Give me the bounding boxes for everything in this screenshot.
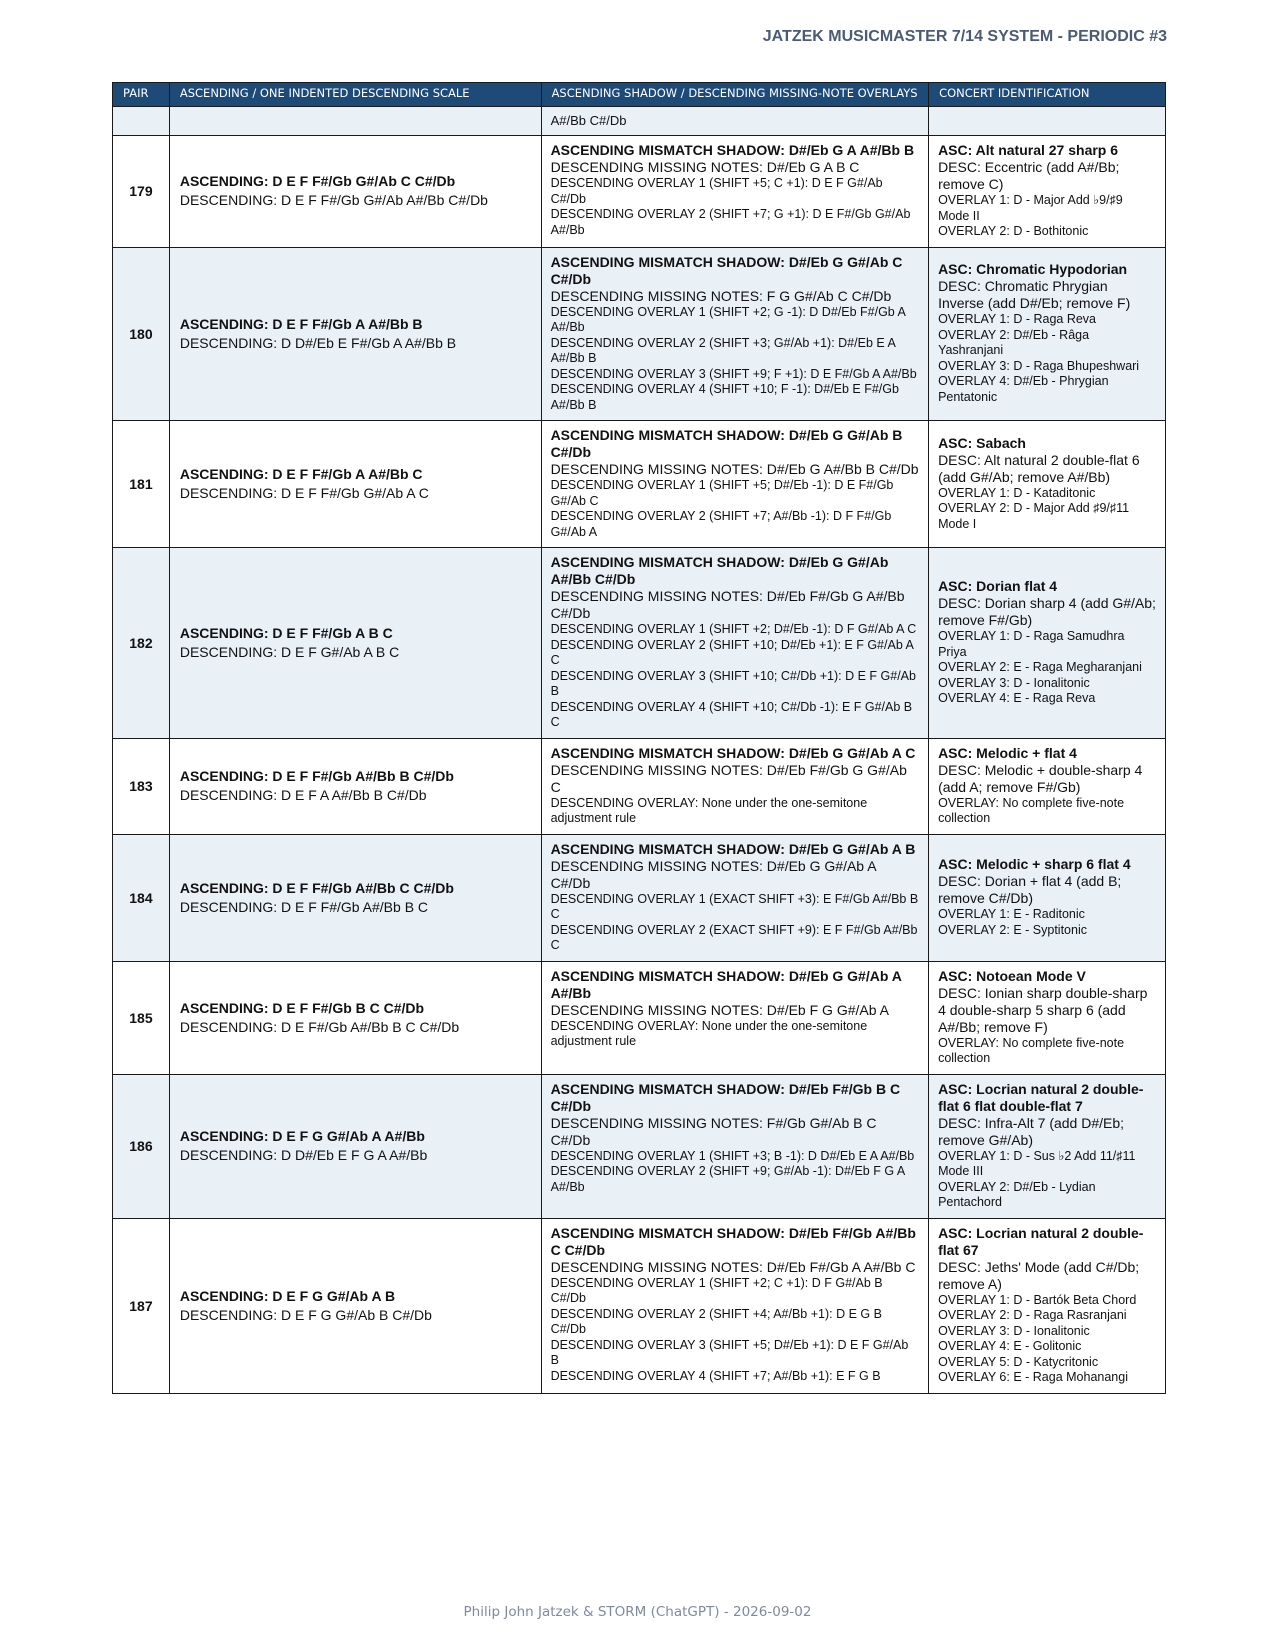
- descending-identification: DESC: Chromatic Phrygian Inverse (add D#/Eb; remove F): [938, 278, 1131, 312]
- ascending-identification: ASC: Chromatic Hypodorian: [938, 261, 1128, 278]
- scale-cell: [169, 136, 541, 248]
- ascending-identification: ASC: Melodic + flat 4: [938, 744, 1077, 761]
- overlay-identification: OVERLAY 1: D - Sus ♭2 Add 11/♯11 Mode III: [938, 1148, 1136, 1178]
- overlay-identification: OVERLAY 2: E - Syptitonic: [938, 922, 1087, 937]
- overlay-identification: OVERLAY 1: D - Raga Reva: [938, 312, 1097, 327]
- descending-identification: DESC: Alt natural 2 double-flat 6 (add G#/Ab; remove A#/Bb): [938, 451, 1140, 485]
- descending-identification: DESC: Infra-Alt 7 (add D#/Eb; remove G#/Ab): [938, 1114, 1125, 1148]
- ascending-scale: ASCENDING: D E F F#/Gb A A#/Bb C: [179, 466, 423, 482]
- pair-number: 181: [113, 421, 170, 548]
- scale-cell: [169, 1074, 541, 1218]
- continuation-concert-cell: [929, 107, 1166, 136]
- ascending-scale: ASCENDING: D E F G G#/Ab A A#/Bb: [179, 1128, 425, 1144]
- scale-cell: [169, 834, 541, 961]
- missing-notes: DESCENDING MISSING NOTES: D#/Eb G A#/Bb B C#/Db: [550, 461, 919, 477]
- descending-overlay: DESCENDING OVERLAY 3 (SHIFT +9; F +1): D E F#/Gb A A#/Bb: [550, 366, 917, 381]
- descending-identification: DESC: Ionian sharp double-sharp 4 double-sharp 5 sharp 6 (add A#/Bb; remove F): [938, 984, 1148, 1035]
- scale-cell: [169, 548, 541, 739]
- concert-cell: [929, 548, 1166, 739]
- overlay-identification: OVERLAY 1: E - Raditonic: [938, 907, 1085, 921]
- descending-overlay: DESCENDING OVERLAY 2 (EXACT SHIFT +9): E F F#/Gb A#/Bb C: [550, 922, 918, 952]
- scale-cell: [169, 247, 541, 421]
- descending-overlay: DESCENDING OVERLAY 2 (SHIFT +10; D#/Eb +1): E F G#/Ab A C: [550, 637, 914, 667]
- descending-scale: DESCENDING: D E F F#/Gb G#/Ab A#/Bb C#/Db: [179, 192, 488, 209]
- shadow-cell: [541, 247, 929, 421]
- overlay-identification: OVERLAY 4: D#/Eb - Phrygian Pentatonic: [938, 374, 1109, 404]
- descending-overlay: DESCENDING OVERLAY 1 (EXACT SHIFT +3): E F#/Gb A#/Bb B C: [550, 891, 919, 921]
- shadow-cell: [541, 421, 929, 548]
- column-header-pair: PAIR: [113, 83, 170, 107]
- pair-number: 187: [113, 1218, 170, 1393]
- overlay-identification: OVERLAY 2: E - Raga Megharanjani: [938, 660, 1142, 674]
- descending-identification: DESC: Eccentric (add A#/Bb; remove C): [938, 159, 1120, 192]
- continuation-pair-cell: [113, 107, 170, 136]
- shadow-cell: [541, 1074, 929, 1218]
- page-title: JATZEK MUSICMASTER 7/14 SYSTEM - PERIODIC #3: [762, 28, 1167, 45]
- table-row: [113, 1074, 1166, 1218]
- scale-cell: [169, 1218, 541, 1393]
- shadow-cell: [541, 961, 929, 1074]
- concert-cell: [929, 834, 1166, 961]
- missing-notes: DESCENDING MISSING NOTES: D#/Eb G G#/Ab A C#/Db: [550, 857, 876, 891]
- shadow-cell: [541, 136, 929, 248]
- table-row: [113, 1218, 1166, 1393]
- ascending-scale: ASCENDING: D E F F#/Gb A#/Bb B C#/Db: [179, 768, 454, 784]
- pair-number: 183: [113, 738, 170, 834]
- concert-cell: [929, 247, 1166, 421]
- overlay-identification: OVERLAY 1: D - Kataditonic: [938, 485, 1096, 500]
- concert-cell: [929, 738, 1166, 834]
- descending-overlay: DESCENDING OVERLAY 1 (SHIFT +5; D#/Eb -1): D E F#/Gb G#/Ab C: [550, 478, 894, 508]
- missing-notes: DESCENDING MISSING NOTES: D#/Eb F#/Gb G G#/Ab C: [550, 761, 907, 795]
- ascending-identification: ASC: Melodic + sharp 6 flat 4: [938, 856, 1131, 872]
- overlay-identification: OVERLAY 1: D - Major Add ♭9/♯9 Mode II: [938, 193, 1123, 223]
- scale-cell: [169, 961, 541, 1074]
- overlay-identification: OVERLAY 1: D - Raga Samudhra Priya: [938, 629, 1125, 659]
- mismatch-shadow: ASCENDING MISMATCH SHADOW: D#/Eb G G#/Ab C C#/Db: [550, 253, 903, 287]
- scale-cell: [169, 421, 541, 548]
- table-row: [113, 421, 1166, 548]
- periodic-table: [112, 82, 1166, 1394]
- descending-overlay: DESCENDING OVERLAY 2 (SHIFT +7; G +1): D E F#/Gb G#/Ab A#/Bb: [550, 207, 911, 237]
- ascending-scale: ASCENDING: D E F F#/Gb A A#/Bb B: [179, 315, 423, 332]
- overlay-identification: OVERLAY 2: D#/Eb - Lydian Pentachord: [938, 1179, 1096, 1209]
- missing-notes: DESCENDING MISSING NOTES: D#/Eb G A B C: [550, 159, 860, 175]
- missing-notes: DESCENDING MISSING NOTES: F#/Gb G#/Ab B C C#/Db: [550, 1114, 877, 1148]
- page-footer: Philip John Jatzek & STORM (ChatGPT) - 2026-09-02: [463, 1604, 812, 1620]
- descending-scale: DESCENDING: D E F#/Gb A#/Bb B C C#/Db: [179, 1018, 460, 1035]
- ascending-identification: ASC: Dorian flat 4: [938, 578, 1058, 594]
- descending-identification: DESC: Melodic + double-sharp 4 (add A; remove F#/Gb): [938, 761, 1143, 795]
- shadow-cell: [541, 548, 929, 739]
- descending-overlay: DESCENDING OVERLAY 2 (SHIFT +9; G#/Ab -1): D#/Eb F G A A#/Bb: [550, 1164, 905, 1194]
- pair-number: 185: [113, 961, 170, 1074]
- descending-scale: DESCENDING: D E F A A#/Bb B C#/Db: [179, 787, 427, 803]
- overlay-identification: OVERLAY 2: D - Raga Rasranjani: [938, 1308, 1127, 1322]
- overlay-identification: OVERLAY: No complete five-note collection: [938, 795, 1125, 825]
- pair-number: 186: [113, 1074, 170, 1218]
- concert-cell: [929, 1218, 1166, 1393]
- shadow-cell: [541, 738, 929, 834]
- mismatch-shadow: ASCENDING MISMATCH SHADOW: D#/Eb G G#/Ab A B: [550, 840, 916, 857]
- descending-overlay: DESCENDING OVERLAY 4 (SHIFT +7; A#/Bb +1): E F G B: [550, 1368, 881, 1383]
- descending-overlay: DESCENDING OVERLAY 1 (SHIFT +5; C +1): D E F G#/Ab C#/Db: [550, 176, 883, 206]
- overlay-identification: OVERLAY 6: E - Raga Mohanangi: [938, 1370, 1128, 1384]
- descending-scale: DESCENDING: D E F G G#/Ab B C#/Db: [179, 1306, 432, 1323]
- missing-notes: DESCENDING MISSING NOTES: D#/Eb F G G#/Ab A: [550, 1001, 889, 1018]
- ascending-scale: ASCENDING: D E F F#/Gb A#/Bb C C#/Db: [179, 879, 454, 896]
- continuation-shadow-cell: A#/Bb C#/Db: [541, 107, 929, 136]
- descending-overlay: DESCENDING OVERLAY 1 (SHIFT +2; G -1): D D#/Eb F#/Gb A A#/Bb: [550, 304, 906, 334]
- overlay-identification: OVERLAY: No complete five-note collection: [938, 1035, 1125, 1065]
- overlay-identification: OVERLAY 1: D - Bartók Beta Chord: [938, 1292, 1137, 1307]
- ascending-scale: ASCENDING: D E F F#/Gb B C C#/Db: [179, 999, 425, 1016]
- ascending-scale: ASCENDING: D E F G G#/Ab A B: [179, 1287, 396, 1304]
- pair-number: 179: [113, 136, 170, 248]
- table-row: [113, 834, 1166, 961]
- overlay-identification: OVERLAY 2: D#/Eb - Râga Yashranjani: [938, 327, 1090, 358]
- overlay-identification: OVERLAY 5: D - Katycritonic: [938, 1354, 1099, 1369]
- table-header-row: [113, 83, 1166, 107]
- descending-overlay: DESCENDING OVERLAY 3 (SHIFT +5; D#/Eb +1): D E F G#/Ab B: [550, 1337, 909, 1367]
- scale-cell: [169, 738, 541, 834]
- mismatch-shadow: ASCENDING MISMATCH SHADOW: D#/Eb G G#/Ab A A#/Bb: [550, 967, 902, 1001]
- descending-scale: DESCENDING: D E F F#/Gb G#/Ab A C: [179, 485, 429, 501]
- mismatch-shadow: ASCENDING MISMATCH SHADOW: D#/Eb G A A#/Bb B: [550, 142, 915, 158]
- concert-cell: [929, 136, 1166, 248]
- descending-scale: DESCENDING: D E F F#/Gb A#/Bb B C: [179, 898, 429, 915]
- descending-overlay: DESCENDING OVERLAY: None under the one-semitone adjustment rule: [550, 795, 868, 825]
- overlay-identification: OVERLAY 4: E - Raga Reva: [938, 691, 1096, 705]
- descending-overlay: DESCENDING OVERLAY 4 (SHIFT +10; F -1): D#/Eb E F#/Gb A#/Bb B: [550, 382, 899, 412]
- column-header-scale: ASCENDING / ONE INDENTED DESCENDING SCALE: [169, 83, 541, 107]
- missing-notes: DESCENDING MISSING NOTES: D#/Eb F#/Gb A A#/Bb C: [550, 1258, 916, 1275]
- concert-cell: [929, 1074, 1166, 1218]
- descending-overlay: DESCENDING OVERLAY 1 (SHIFT +2; C +1): D F G#/Ab B C#/Db: [550, 1275, 883, 1305]
- column-header-concert: CONCERT IDENTIFICATION: [929, 83, 1166, 107]
- table-row: [113, 548, 1166, 739]
- mismatch-shadow: ASCENDING MISMATCH SHADOW: D#/Eb G G#/Ab A#/Bb C#/Db: [550, 554, 889, 587]
- table-row: [113, 247, 1166, 421]
- concert-cell: [929, 961, 1166, 1074]
- continuation-scale-cell: [169, 107, 541, 136]
- mismatch-shadow: ASCENDING MISMATCH SHADOW: D#/Eb F#/Gb B C C#/Db: [550, 1080, 901, 1114]
- table-row: [113, 136, 1166, 248]
- ascending-identification: ASC: Notoean Mode V: [938, 967, 1086, 984]
- ascending-scale: ASCENDING: D E F F#/Gb A B C: [179, 624, 393, 641]
- overlay-identification: OVERLAY 2: D - Bothitonic: [938, 224, 1089, 238]
- ascending-identification: ASC: Locrian natural 2 double-flat 67: [938, 1224, 1144, 1258]
- missing-notes: DESCENDING MISSING NOTES: F G G#/Ab C C#/Db: [550, 287, 892, 304]
- pair-number: 180: [113, 247, 170, 421]
- pair-number: 184: [113, 834, 170, 961]
- descending-identification: DESC: Jeths' Mode (add C#/Db; remove A): [938, 1258, 1140, 1292]
- descending-scale: DESCENDING: D D#/Eb E F G A A#/Bb: [179, 1147, 428, 1163]
- descending-overlay: DESCENDING OVERLAY: None under the one-semitone adjustment rule: [550, 1018, 868, 1048]
- shadow-cell: [541, 834, 929, 961]
- shadow-cell: [541, 1218, 929, 1393]
- ascending-identification: ASC: Locrian natural 2 double-flat 6 flat double-flat 7: [938, 1080, 1144, 1114]
- descending-overlay: DESCENDING OVERLAY 3 (SHIFT +10; C#/Db +1): D E F G#/Ab B: [550, 668, 916, 698]
- descending-identification: DESC: Dorian + flat 4 (add B; remove C#/Db): [938, 873, 1122, 906]
- table-row: [113, 961, 1166, 1074]
- descending-overlay: DESCENDING OVERLAY 1 (SHIFT +2; D#/Eb -1): D F G#/Ab A C: [550, 622, 917, 636]
- overlay-identification: OVERLAY 3: D - Ionalitonic: [938, 675, 1090, 690]
- descending-overlay: DESCENDING OVERLAY 2 (SHIFT +3; G#/Ab +1): D#/Eb E A A#/Bb B: [550, 335, 896, 365]
- descending-overlay: DESCENDING OVERLAY 2 (SHIFT +7; A#/Bb -1): D F F#/Gb G#/Ab A: [550, 509, 892, 539]
- descending-overlay: DESCENDING OVERLAY 1 (SHIFT +3; B -1): D D#/Eb E A A#/Bb: [550, 1148, 915, 1163]
- column-header-shadow: ASCENDING SHADOW / DESCENDING MISSING-NOTE OVERLAYS: [541, 83, 929, 107]
- ascending-scale: ASCENDING: D E F F#/Gb G#/Ab C C#/Db: [179, 173, 456, 190]
- ascending-identification: ASC: Sabach: [938, 434, 1026, 451]
- continuation-row: [113, 107, 1166, 136]
- overlay-identification: OVERLAY 3: D - Ionalitonic: [938, 1323, 1090, 1338]
- overlay-identification: OVERLAY 2: D - Major Add ♯9/♯11 Mode I: [938, 501, 1130, 531]
- mismatch-shadow: ASCENDING MISMATCH SHADOW: D#/Eb G G#/Ab A C: [550, 744, 916, 761]
- overlay-identification: OVERLAY 3: D - Raga Bhupeshwari: [938, 358, 1140, 373]
- pair-number: 182: [113, 548, 170, 739]
- concert-cell: [929, 421, 1166, 548]
- missing-notes: DESCENDING MISSING NOTES: D#/Eb F#/Gb G A#/Bb C#/Db: [550, 588, 905, 621]
- descending-overlay: DESCENDING OVERLAY 2 (SHIFT +4; A#/Bb +1): D E G B C#/Db: [550, 1306, 882, 1336]
- descending-identification: DESC: Dorian sharp 4 (add G#/Ab; remove F#/Gb): [938, 595, 1156, 628]
- descending-overlay: DESCENDING OVERLAY 4 (SHIFT +10; C#/Db -1): E F G#/Ab B C: [550, 699, 913, 729]
- overlay-identification: OVERLAY 4: E - Golitonic: [938, 1339, 1082, 1353]
- mismatch-shadow: ASCENDING MISMATCH SHADOW: D#/Eb G G#/Ab B C#/Db: [550, 427, 903, 460]
- descending-scale: DESCENDING: D E F G#/Ab A B C: [179, 643, 400, 660]
- descending-scale: DESCENDING: D D#/Eb E F#/Gb A A#/Bb B: [179, 334, 457, 351]
- table-row: [113, 738, 1166, 834]
- ascending-identification: ASC: Alt natural 27 sharp 6: [938, 142, 1119, 158]
- mismatch-shadow: ASCENDING MISMATCH SHADOW: D#/Eb F#/Gb A#/Bb C C#/Db: [550, 1224, 916, 1258]
